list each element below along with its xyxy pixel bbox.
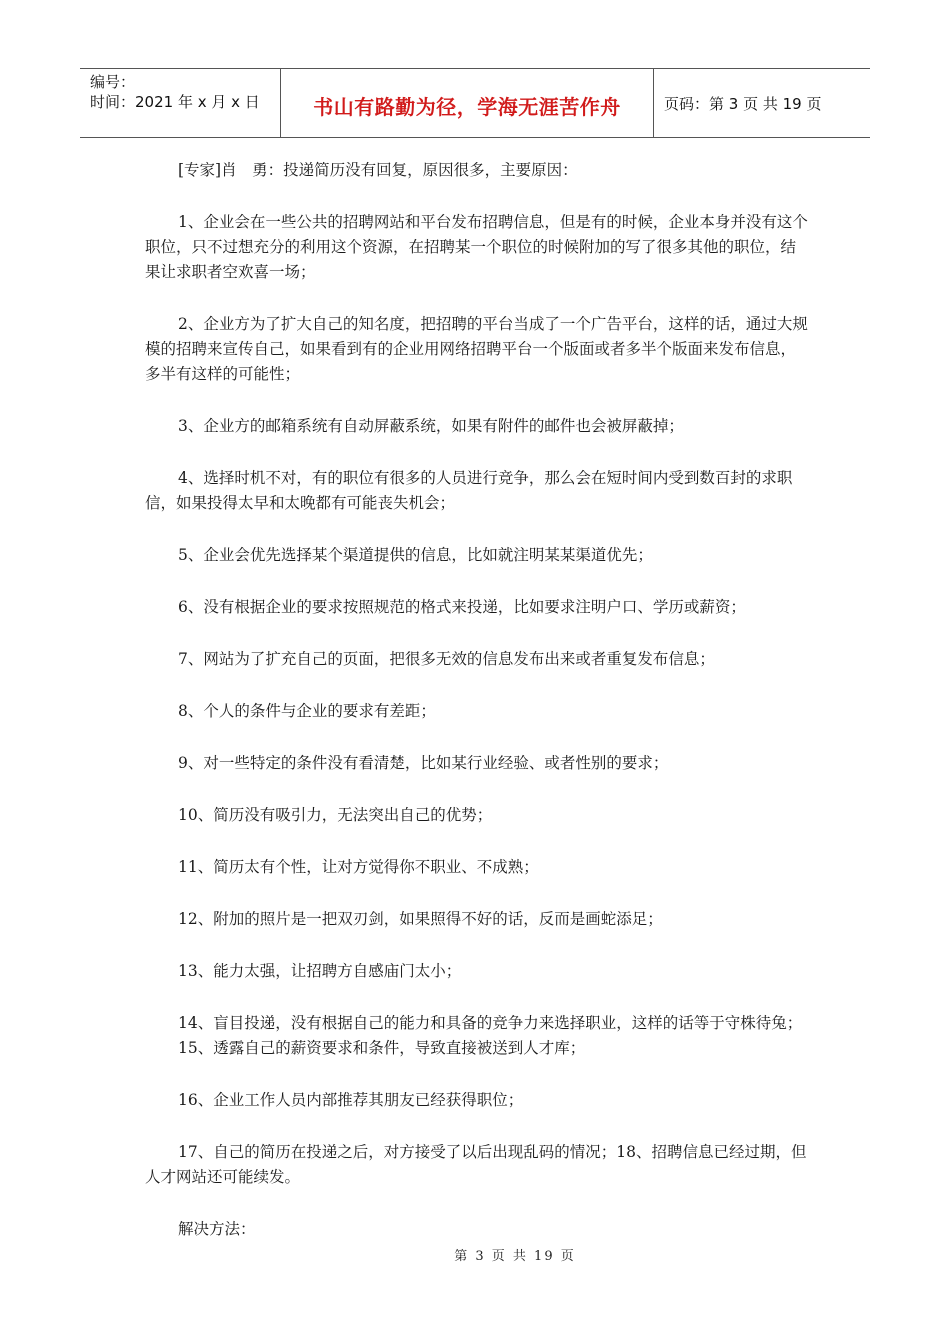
document-date-label: 时间：2021 年 x 月 x 日: [90, 93, 260, 111]
list-item: 13、能力太强，让招聘方自感庙门太小；: [178, 962, 462, 980]
header-page-number: 页码：第 3 页 共 19 页: [664, 94, 822, 113]
header-motto-cell: [281, 69, 654, 137]
list-item: 16、企业工作人员内部推荐其朋友已经获得职位；: [178, 1091, 524, 1109]
list-item: 3、企业方的邮箱系统有自动屏蔽系统，如果有附件的邮件也会被屏蔽掉；: [178, 417, 684, 435]
list-item: 2、企业方为了扩大自己的知名度，把招聘的平台当成了一个广告平台，这样的话，通过大规模的招聘来宣传自己，如果看到有的企业用网络招聘平台一个版面或者多半个版面来发布信息，多半有这样的可能性；: [145, 315, 808, 383]
list-item: 5、企业会优先选择某个渠道提供的信息，比如就注明某某渠道优先；: [178, 546, 653, 564]
list-item: 6、没有根据企业的要求按照规范的格式来投递，比如要求注明户口、学历或薪资；: [178, 598, 746, 616]
solution-heading: 解决方法：: [178, 1220, 256, 1238]
list-item: 11、简历太有个性，让对方觉得你不职业、不成熟；: [178, 858, 539, 876]
document-header: [80, 68, 870, 138]
list-item: 4、选择时机不对，有的职位有很多的人员进行竞争，那么会在短时间内受到数百封的求职信，如果投得太早和太晚都有可能丧失机会；: [145, 469, 793, 512]
footer-page-number: 第 3 页 共 19 页: [454, 1249, 576, 1264]
header-motto: 书山有路勤为径，学海无涯苦作舟: [313, 94, 621, 119]
document-body: [145, 158, 810, 1242]
header-meta-cell: [80, 69, 281, 137]
list-item: 17、自己的简历在投递之后，对方接受了以后出现乱码的情况；18、招聘信息已经过期，但人才网站还可能续发。: [145, 1143, 807, 1186]
list-item: 1、企业会在一些公共的招聘网站和平台发布招聘信息，但是有的时候，企业本身并没有这个职位，只不过想充分的利用这个资源，在招聘某一个职位的时候附加的写了很多其他的职位，结果让求职者空欢喜一场；: [145, 213, 808, 281]
list-item: 7、网站为了扩充自己的页面，把很多无效的信息发布出来或者重复发布信息；: [178, 650, 715, 668]
list-item: 9、对一些特定的条件没有看清楚，比如某行业经验、或者性别的要求；: [178, 754, 669, 772]
document-number-label: 编号：: [90, 73, 136, 91]
list-item: 10、简历没有吸引力，无法突出自己的优势；: [178, 806, 493, 824]
list-item: 15、透露自己的薪资要求和条件，导致直接被送到人才库；: [178, 1039, 586, 1057]
list-item: 14、盲目投递，没有根据自己的能力和具备的竞争力来选择职业，这样的话等于守株待兔；: [178, 1014, 803, 1032]
list-item: 8、个人的条件与企业的要求有差距；: [178, 702, 436, 720]
page-footer: [0, 1245, 950, 1264]
intro-paragraph: [专家]肖 勇：投递简历没有回复，原因很多，主要原因：: [178, 161, 578, 179]
list-item: 12、附加的照片是一把双刃剑，如果照得不好的话，反而是画蛇添足；: [178, 910, 663, 928]
header-page-cell: [654, 69, 870, 137]
